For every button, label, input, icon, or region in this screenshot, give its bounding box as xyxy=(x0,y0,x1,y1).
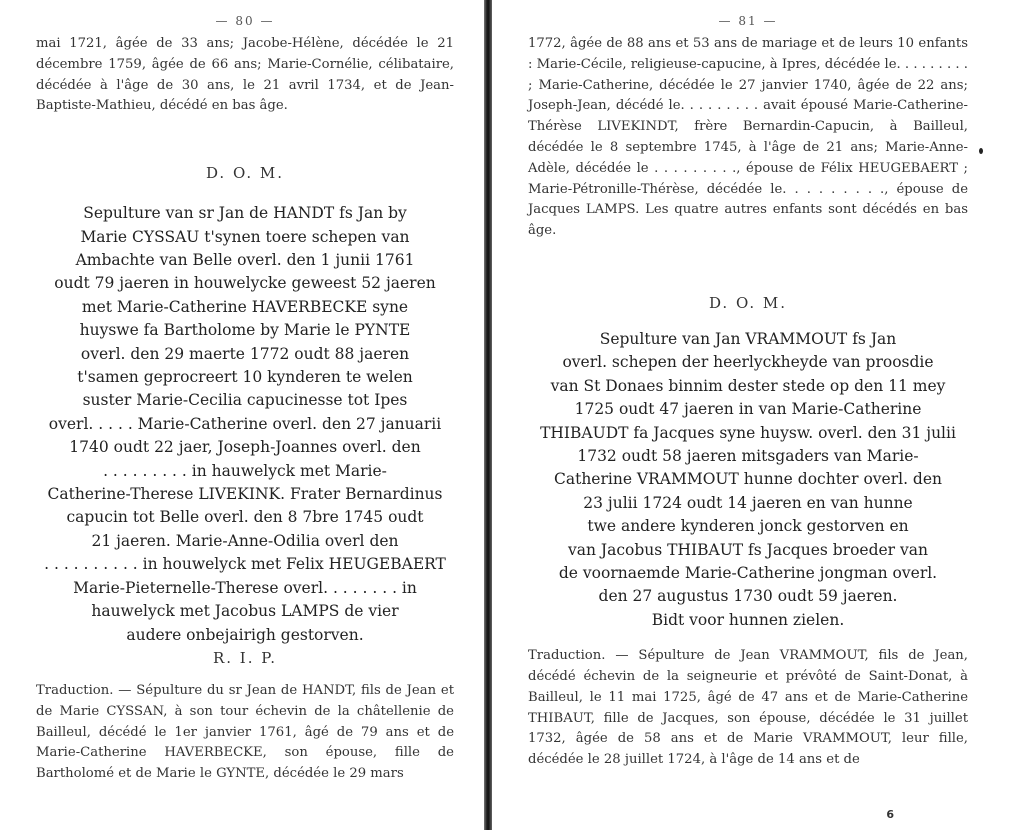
epitaph-line: oudt 79 jaeren in houwelycke geweest 52 jaeren xyxy=(54,274,436,293)
epitaph-line: Ambachte van Belle overl. den 1 junii 1761 xyxy=(75,251,415,269)
epitaph-line: van St Donaes binnim dester stede op den 11 mey xyxy=(550,376,946,395)
epitaph-line: overl. den 29 maerte 1772 oudt 88 jaeren xyxy=(80,344,410,363)
right-page-number: — 81 — xyxy=(718,14,778,28)
folio-number: 6 xyxy=(886,808,894,821)
epitaph-line: 1725 oudt 47 jaeren in van Marie-Catherine xyxy=(574,400,922,419)
epitaph-line: 21 jaeren. Marie-Anne-Odilia overl den xyxy=(91,531,399,550)
right-epitaph xyxy=(528,328,968,632)
epitaph-line: Marie CYSSAU t'synen toere schepen van xyxy=(80,227,410,246)
epitaph-line: de voornaemde Marie-Catherine jongman overl. xyxy=(558,564,938,583)
left-epitaph xyxy=(36,202,454,647)
ink-speck xyxy=(979,148,983,154)
epitaph-line: Catherine VRAMMOUT hunne dochter overl. den xyxy=(553,470,942,489)
epitaph-line: overl. schepen der heerlyckheyde van proosdie xyxy=(562,353,934,372)
epitaph-line: THIBAUDT fa Jacques syne huysw. overl. den 31 julii xyxy=(540,423,956,442)
left-dom-heading: D. O. M. xyxy=(205,164,285,183)
right-dom-heading: D. O. M. xyxy=(708,293,788,312)
epitaph-line: met Marie-Catherine HAVERBECKE syne xyxy=(81,297,409,316)
right-epitaph-lines xyxy=(528,328,968,632)
epitaph-line: overl. . . . . Marie-Catherine overl. den 27 januarii xyxy=(48,414,442,433)
epitaph-line: 1732 oudt 58 jaeren mitsgaders van Marie- xyxy=(577,447,919,465)
epitaph-line: hauwelyck met Jacobus LAMPS de vier xyxy=(91,602,399,621)
right-intro-paragraph: 1772, âgée de 88 ans et 53 ans de mariage et de leurs 10 enfants : Marie-Cécile, religieuse-capucine, à Ipres, décédée le. . . . . . . . . ; Marie-Catherine, décédée le 27 janvier 1740, âgée de 22 ans; Joseph-Jean, décédé le. . . . . . . . . avait épousé Marie-Catherine-Thérèse LIVEKINDT, frère Bernardin-Capucin, à Bailleul, décédée le 8 septembre 1745, à l'âge de 21 ans; Marie-Anne-Adèle, décédée le . . . . . . . . ., épouse de Félix HEUGEBAERT ; Marie-Pétronille-Thérèse, décédée le. . . . . . . . ., épouse de Jacques LAMPS. Les quatre autres enfants sont décédés en bas âge. xyxy=(528,36,968,239)
epitaph-line: 23 julii 1724 oudt 14 jaeren en van hunne xyxy=(583,493,913,512)
left-rip: R. I. P. xyxy=(212,648,278,667)
epitaph-line: . . . . . . . . . . in houwelyck met Felix HEUGEBAERT xyxy=(44,555,446,574)
epitaph-line: Catherine-Therese LIVEKINK. Frater Bernardinus xyxy=(47,485,443,504)
left-traduction-paragraph: Traduction. — Sépulture du sr Jean de HANDT, fils de Jean et de Marie CYSSAN, à son tour échevin de la châtellenie de Bailleul, décédé le 1er janvier 1761, âgé de 79 ans et de Marie-Catherine HAVERBECKE, son épouse, fille de Bartholomé et de Marie le GYNTE, décédée le 29 mars xyxy=(36,682,454,782)
right-traduction-paragraph: Traduction. — Sépulture de Jean VRAMMOUT, fils de Jean, décédé échevin de la seigneurie et prévôté de Saint-Donat, à Bailleul, le 11 mai 1725, âgé de 47 ans et de Marie-Catherine THIBAUT, fille de Jacques, son épouse, décédée le 31 juillet 1732, âgée de 58 ans et de Marie VRAMMOUT, leur fille, décédée le 28 juillet 1724, à l'âge de 14 ans et de xyxy=(528,648,968,768)
epitaph-line: Sepulture van sr Jan de HANDT fs Jan by xyxy=(83,204,407,223)
epitaph-line: twe andere kynderen jonck gestorven en xyxy=(587,517,909,536)
book-gutter xyxy=(484,0,492,830)
epitaph-line: den 27 augustus 1730 oudt 59 jaeren. xyxy=(598,587,898,606)
epitaph-line: 1740 oudt 22 jaer, Joseph-Joannes overl. den xyxy=(69,438,421,457)
epitaph-line: . . . . . . . . . in hauwelyck met Marie- xyxy=(103,461,387,480)
left-page-number: — 80 — xyxy=(215,14,275,28)
epitaph-line: van Jacobus THIBAUT fs Jacques broeder van xyxy=(567,540,928,559)
epitaph-line: t'samen geprocreert 10 kynderen te welen xyxy=(77,368,413,387)
epitaph-line: suster Marie-Cecilia capucinesse tot Ipes xyxy=(82,391,408,410)
epitaph-line: capucin tot Belle overl. den 8 7bre 1745 oudt xyxy=(66,508,424,527)
left-page xyxy=(0,0,488,830)
left-intro-paragraph: mai 1721, âgée de 33 ans; Jacobe-Hélène, décédée le 21 décembre 1759, âgée de 66 ans; Marie-Cornélie, célibataire, décédée à l'âge de 30 ans, le 21 avril 1734, et de Jean-Baptiste-Mathieu, décédé en bas âge. xyxy=(36,36,454,114)
left-epitaph-lines xyxy=(36,202,454,647)
epitaph-line: Bidt voor hunnen zielen. xyxy=(651,610,845,629)
epitaph-line: Sepulture van Jan VRAMMOUT fs Jan xyxy=(599,329,897,348)
epitaph-line: huyswe fa Bartholome by Marie le PYNTE xyxy=(79,321,411,340)
epitaph-line: Marie-Pieternelle-Therese overl. . . . . . . . in xyxy=(73,578,417,597)
right-page xyxy=(492,0,1024,830)
epitaph-line: audere onbejairigh gestorven. xyxy=(126,625,364,644)
